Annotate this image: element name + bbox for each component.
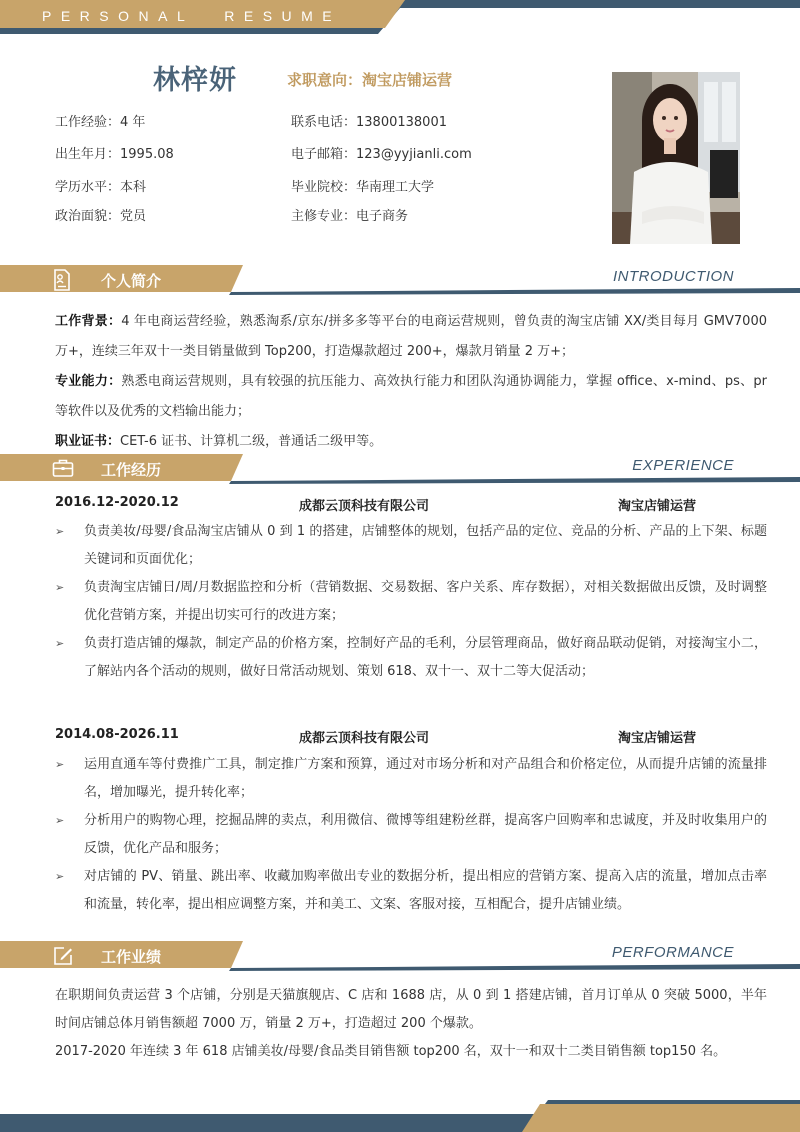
performance-paragraph: 在职期间负责运营 3 个店铺，分别是天猫旗舰店、C 店和 1688 店，从 0 到 1 搭建店铺，首月订单从 0 突破 5000，半年时间店铺总体月销售额超 7000 万，销量 2 万+，打造超过 200 个爆款。 <box>55 988 767 1031</box>
job-role: 淘宝店铺运营 <box>618 499 697 514</box>
intro-text: 熟悉电商运营规则，具有较强的抗压能力、高效执行能力和团队沟通协调能力，掌握 office、x-mind、ps、pr 等软件以及优秀的文档输出能力； <box>55 374 767 419</box>
section-title-experience: 工作经历 <box>101 461 162 479</box>
intro-skills <box>55 367 767 427</box>
resume-doc-icon <box>52 269 72 291</box>
intro-label: 工作背景： <box>55 314 122 329</box>
top-banner <box>0 0 800 34</box>
section-header-intro <box>0 265 800 295</box>
info-education: 学历水平：本科 <box>55 180 147 195</box>
arrow-bullet-icon: ➢ <box>55 637 65 650</box>
duty-text: 运用直通车等付费推广工具，制定推广方案和预算，通过对市场分析和对产品组合和价格定位，从而提升店铺的流量排名，增加曝光，提升转化率； <box>84 757 767 800</box>
info-experience: 工作经验：4 年 <box>55 115 146 130</box>
info-birth: 出生年月：1995.08 <box>55 147 174 162</box>
intro-content <box>55 307 767 457</box>
banner-word-resume: RESUME <box>224 8 342 24</box>
job-duties <box>55 751 767 919</box>
info-politics: 政治面貌：党员 <box>55 209 147 224</box>
duty-item <box>55 518 767 574</box>
bottom-banner <box>0 1100 800 1132</box>
section-header-performance <box>0 941 800 971</box>
arrow-bullet-icon: ➢ <box>55 870 65 883</box>
arrow-bullet-icon: ➢ <box>55 581 65 594</box>
section-en-experience: EXPERIENCE <box>632 457 734 474</box>
duty-text: 对店铺的 PV、销量、跳出率、收藏加购率做出专业的数据分析，提出相应的营销方案、提高入店的流量，增加点击率和流量，转化率，提出相应调整方案，并和美工、文案、客服对接，互相配合，提升店铺业绩。 <box>84 869 767 912</box>
duty-text: 负责打造店铺的爆款，制定产品的价格方案，控制好产品的毛利，分层管理商品，做好商品联动促销，对接淘宝小二，了解站内各个活动的规则，做好日常活动规划、策划 618、双十一、双十二等大促活动； <box>84 636 767 679</box>
info-major: 主修专业：电子商务 <box>291 209 409 224</box>
candidate-name: 林梓妍 <box>153 65 237 96</box>
performance-paragraph: 2017-2020 年连续 3 年 618 店铺美妆/母婴/食品类目销售额 top200 名，双十一和双十二类目销售额 top150 名。 <box>55 1044 727 1059</box>
duty-item <box>55 630 767 686</box>
info-email: 电子邮箱：123@yyjianli.com <box>291 147 472 162</box>
duty-item <box>55 807 767 863</box>
intro-text: 4 年电商运营经验，熟悉淘系/京东/拼多多等平台的电商运营规则，曾负责的淘宝店铺 XX/类目每月 GMV7000 万+，连续三年双十一类目销量做到 Top200，打造爆款超过 200+，爆款月销量 2 万+； <box>55 314 767 359</box>
job-role: 淘宝店铺运营 <box>618 731 697 746</box>
section-title-performance: 工作业绩 <box>101 948 162 966</box>
arrow-bullet-icon: ➢ <box>55 814 65 827</box>
section-en-intro: INTRODUCTION <box>613 268 734 285</box>
briefcase-icon <box>52 458 74 478</box>
job-header <box>55 727 745 747</box>
section-title-intro: 个人简介 <box>101 272 162 290</box>
duty-item <box>55 751 767 807</box>
info-school: 毕业院校：华南理工大学 <box>291 180 435 195</box>
intro-background <box>55 307 767 367</box>
duty-item <box>55 863 767 919</box>
intro-text: CET-6 证书、计算机二级，普通话二级甲等。 <box>120 434 383 449</box>
job-company: 成都云顶科技有限公司 <box>299 731 430 746</box>
duty-item <box>55 574 767 630</box>
job-date: 2014.08-2026.11 <box>55 727 179 742</box>
job-duties <box>55 518 767 686</box>
intro-label: 专业能力： <box>55 374 122 389</box>
duty-text: 负责美妆/母婴/食品淘宝店铺从 0 到 1 的搭建，店铺整体的规划，包括产品的定位、竞品的分析、产品的上下架、标题关键词和页面优化； <box>84 524 767 567</box>
intro-label: 职业证书： <box>55 434 121 449</box>
arrow-bullet-icon: ➢ <box>55 758 65 771</box>
edit-icon <box>52 945 74 967</box>
section-header-experience <box>0 454 800 484</box>
job-company: 成都云顶科技有限公司 <box>299 499 430 514</box>
job-intent: 求职意向：淘宝店铺运营 <box>287 71 453 89</box>
intro-certificates <box>55 427 767 457</box>
arrow-bullet-icon: ➢ <box>55 525 65 538</box>
banner-title <box>42 8 341 24</box>
profile-photo <box>612 72 740 244</box>
performance-content <box>55 982 767 1066</box>
duty-text: 分析用户的购物心理，挖掘品牌的卖点，利用微信、微博等组建粉丝群，提高客户回购率和忠诚度，并及时收集用户的反馈，优化产品和服务； <box>84 813 767 856</box>
section-en-performance: PERFORMANCE <box>611 944 734 961</box>
banner-word-personal: PERSONAL <box>42 8 195 24</box>
job-header <box>55 495 745 515</box>
duty-text: 负责淘宝店铺日/周/月数据监控和分析（营销数据、交易数据、客户关系、库存数据），对相关数据做出反馈，及时调整优化营销方案，并提出切实可行的改进方案； <box>84 580 767 623</box>
info-phone: 联系电话：13800138001 <box>291 115 447 130</box>
job-date: 2016.12-2020.12 <box>55 495 179 510</box>
